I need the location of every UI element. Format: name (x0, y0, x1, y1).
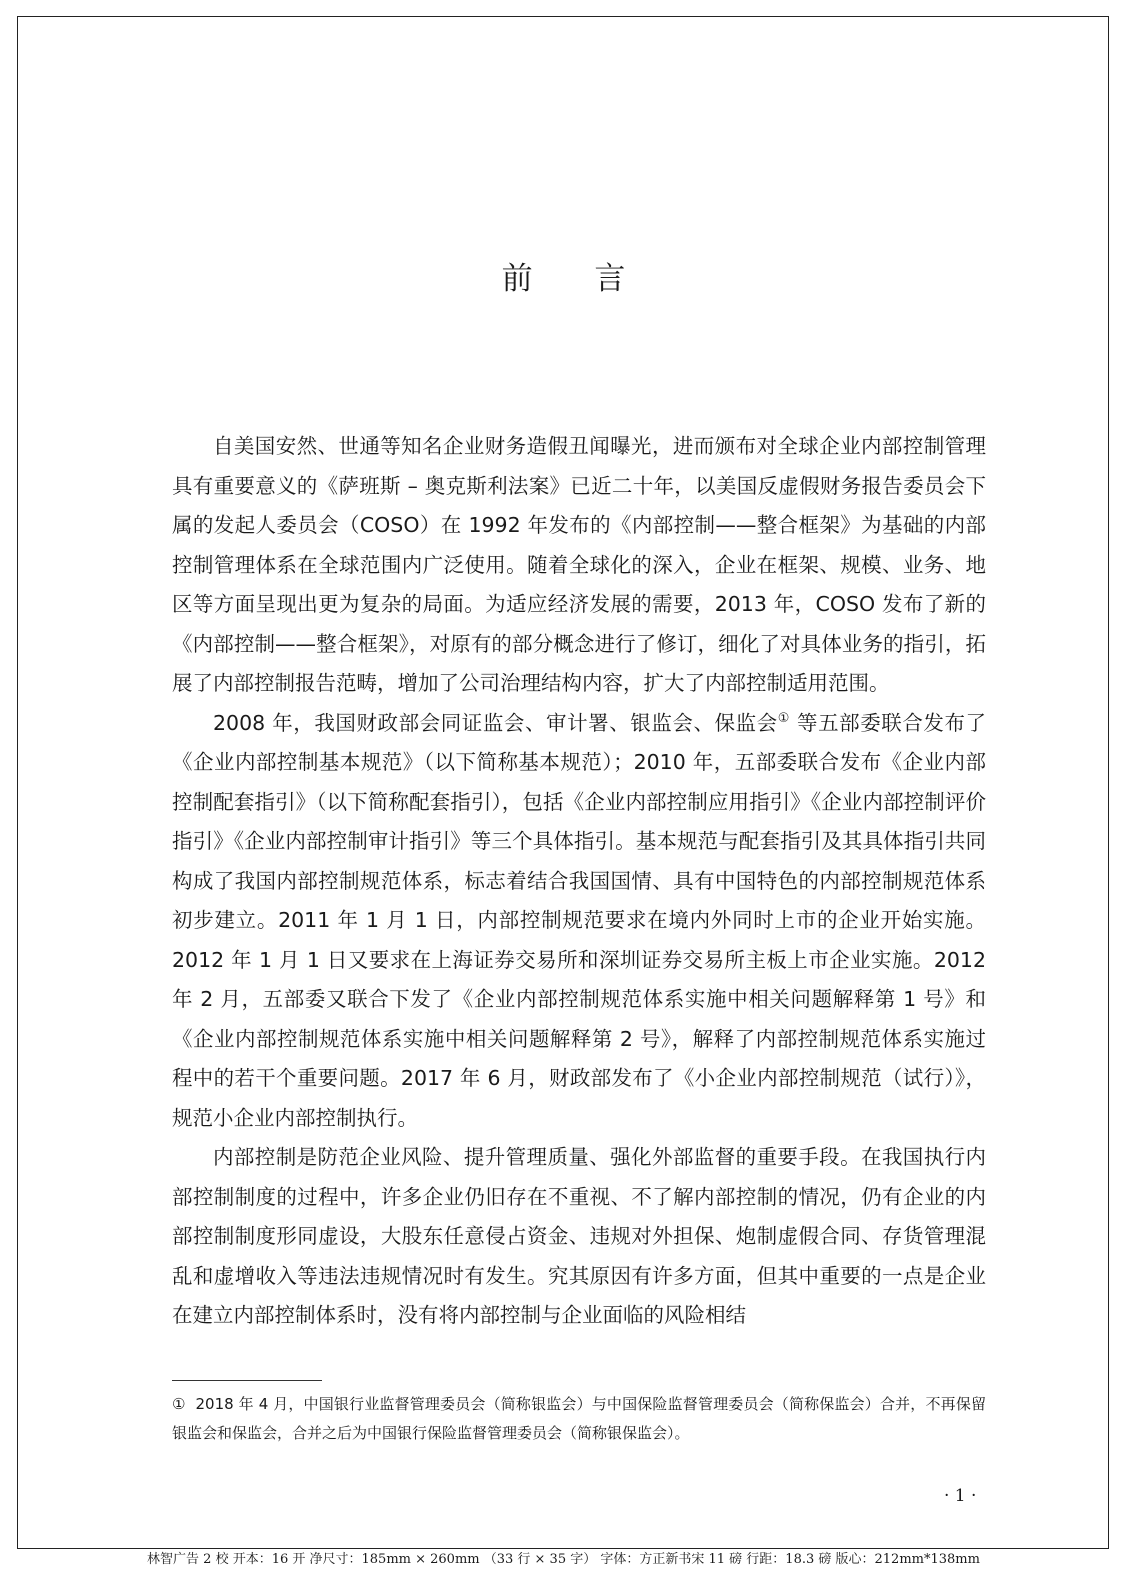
footnote-text: 2018 年 4 月，中国银行业监督管理委员会（简称银监会）与中国保险监督管理委员会（简称保监会）合并，不再保留银监会和保监会，合并之后为中国银行保险监督管理委员会（简称银保监会）。 (172, 1395, 986, 1442)
footnote (172, 1390, 986, 1448)
page-number: · 1 · (944, 1486, 977, 1506)
paragraph-1 (172, 427, 986, 704)
body-text (172, 427, 986, 1336)
footnote-divider (172, 1380, 322, 1381)
page-title: 前 言 (501, 260, 652, 297)
paragraph-2-text-after: 等五部委联合发布了《企业内部控制基本规范》（以下简称基本规范）；2010 年，五部委联合发布《企业内部控制配套指引》（以下简称配套指引），包括《企业内部控制应用指引》《企业内部控制评价指引》《企业内部控制审计指引》等三个具体指引。基本规范与配套指引及其具体指引共同构成了我国内部控制规范体系，标志着结合我国国情、具有中国特色的内部控制规范体系初步建立。2011 年 1 月 1 日，内部控制规范要求在境内外同时上市的企业开始实施。2012 年 1 月 1 日又要求在上海证券交易所和深圳证券交易所主板上市企业实施。2012 年 2 月，五部委又联合下发了《企业内部控制规范体系实施中相关问题解释第 1 号》和《企业内部控制规范体系实施中相关问题解释第 2 号》，解释了内部控制规范体系实施过程中的若干个重要问题。2017 年 6 月，财政部发布了《小企业内部控制规范（试行）》，规范小企业内部控制执行。 (172, 710, 987, 1130)
print-info-line: 林智广告 2 校 开本：16 开 净尺寸：185mm × 260mm （33 行 × 35 字） 字体：方正新书宋 11 磅 行距：18.3 磅 版心：212mm*138mm (147, 1552, 980, 1567)
paragraph-3 (172, 1138, 986, 1336)
footnote-reference[interactable]: ① (777, 710, 790, 726)
footnote-mark: ① (172, 1395, 186, 1413)
paragraph-2 (172, 704, 986, 1139)
paragraph-2-text-before: 2008 年，我国财政部会同证监会、审计署、银监会、保监会 (213, 710, 778, 735)
paragraph-3-text: 内部控制是防范企业风险、提升管理质量、强化外部监督的重要手段。在我国执行内部控制制度的过程中，许多企业仍旧存在不重视、不了解内部控制的情况，仍有企业的内部控制制度形同虚设，大股东任意侵占资金、违规对外担保、炮制虚假合同、存货管理混乱和虚增收入等违法违规情况时有发生。究其原因有许多方面，但其中重要的一点是企业在建立内部控制体系时，没有将内部控制与企业面临的风险相结 (172, 1145, 986, 1327)
paragraph-1-text: 自美国安然、世通等知名企业财务造假丑闻曝光，进而颁布对全球企业内部控制管理具有重要意义的《萨班斯 – 奥克斯利法案》已近二十年，以美国反虚假财务报告委员会下属的发起人委员会（COSO）在 1992 年发布的《内部控制——整合框架》为基础的内部控制管理体系在全球范围内广泛使用。随着全球化的深入，企业在框架、规模、业务、地区等方面呈现出更为复杂的局面。为适应经济发展的需要，2013 年，COSO 发布了新的《内部控制——整合框架》，对原有的部分概念进行了修订，细化了对具体业务的指引，拓展了内部控制报告范畴，增加了公司治理结构内容，扩大了内部控制适用范围。 (172, 434, 986, 695)
